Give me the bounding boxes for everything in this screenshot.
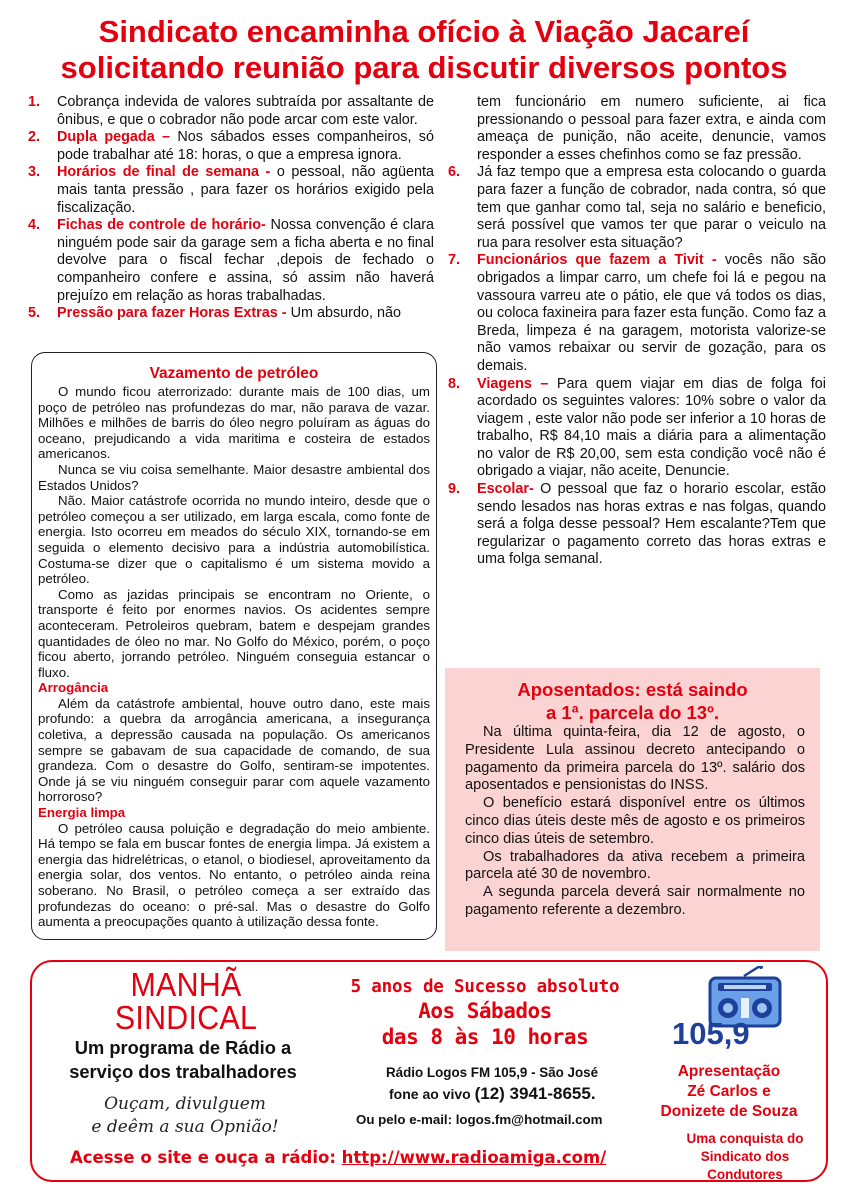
item-number: 4.	[28, 217, 41, 234]
tagline-line-3: das 8 às 10 horas	[381, 1025, 589, 1049]
article-paragraph: Nunca se viu coisa semelhante. Maior desastre ambiental dos Estados Unidos?	[38, 461, 430, 493]
item-text: o pessoal, não agüenta mais tanta pressão , para fazer os horários exigido pela fiscalização.	[57, 164, 434, 216]
item-heading: Horários de final de semana -	[57, 164, 271, 181]
article-subheading: Energia limpa	[38, 805, 126, 821]
site-link[interactable]: http://www.radioamiga.com/	[341, 1148, 607, 1167]
item-text: Cobrança indevida de valores subtraída por assaltante de ônibus, e que o cobrador não pode arcar com este valor.	[57, 94, 434, 128]
pensioners-body	[465, 724, 805, 920]
article-paragraph: Como as jazidas principais se encontram no Oriente, o transporte é feito por enormes navios. Os acidentes sempre aconteceram. Petroleiros quebram, batem e despejam grandes quantidades de óleo no mar. No Golfo do México, porém, o poço ficou aberto, jorrando petróleo. Ninguém conseguia estancar o fluxo.	[38, 586, 430, 680]
article-paragraph: Além da catástrofe ambiental, houve outro dano, este mais profundo: a quebra da arrogância americana, a insegurança coletiva, a depressão causada na população. Os americanos sempre se gabavam de sua capacidade de comando, de sua grandeza. Com o desastre do Golfo, sentiram-se impotentes. Onde já se viu ninguém conseguir parar com aquele vazamento horroroso?	[38, 695, 430, 805]
list-item	[448, 252, 826, 375]
item-heading: Funcionários que fazem a Tivit -	[477, 252, 717, 269]
presenters	[648, 1062, 810, 1122]
phone-label: fone ao vivo	[389, 1086, 475, 1102]
list-item	[448, 164, 826, 252]
item-heading: Fichas de controle de horário-	[57, 217, 266, 234]
headline-line-1: Sindicato encaminha ofício à Viação Jacareí	[98, 14, 750, 49]
item-heading: Pressão para fazer Horas Extras -	[57, 305, 287, 322]
oil-spill-article-box	[31, 352, 437, 940]
pensioners-title	[445, 678, 820, 724]
pensioners-box	[445, 668, 820, 951]
presenter-name: Donizete de Souza	[660, 1103, 798, 1120]
pensioners-title-line-1: Aposentados: está saindo	[517, 679, 748, 700]
union-credit	[664, 1130, 826, 1184]
item-number: 5.	[28, 305, 41, 322]
pensioners-paragraph: A segunda parcela deverá sair normalmente no pagamento referente a dezembro.	[465, 884, 805, 918]
pensioners-title-line-2: a 1ª. parcela do 13º.	[546, 702, 719, 723]
item-number: 2.	[28, 129, 41, 146]
site-label: Acesse o site e ouça a rádio:	[70, 1148, 342, 1167]
demands-list-left	[28, 94, 434, 323]
show-name-line-2: SINDICAL	[114, 999, 258, 1036]
item-heading: Dupla pegada –	[57, 129, 171, 146]
item-text: Para quem viajar em dias de folga foi acordado os seguintes valores: 10% sobre o valor da viagem , este valor não pode ser inferior a 10 horas de trabalho, R$ 84,10 mais a diária para a alimentação no valor de R$ 20,00, sem esta condição você não é obrigado a viajar, não aceite, Denuncie.	[477, 375, 826, 480]
article-subheading: Arrogância	[38, 680, 109, 696]
list-item	[28, 129, 434, 164]
schedule-tagline	[320, 976, 650, 1050]
list-item	[448, 376, 826, 482]
item-text: Nossa convenção é clara ninguém pode sair da garage sem a ficha aberta e no final devolve para o fiscal fechar ,depois de fechado o companheiro confere e assina, só assim não haverá prejuízo em relação as horas trabalhadas.	[57, 217, 434, 304]
item-text: Um absurdo, não	[286, 305, 401, 322]
oil-spill-article	[38, 365, 430, 930]
program-description	[42, 1036, 324, 1084]
tagline-line-1: 5 anos de Sucesso absoluto	[350, 977, 620, 997]
credit-line-1: Uma conquista do	[686, 1131, 804, 1146]
phone-line	[389, 1084, 596, 1104]
item-text: vocês não são obrigados a limpar carro, um chefe foi lá e pegou na vassoura varreu ate o pátio, ele que vá todos os dias, ou coloca faxineira para fazer esta função. Como faz a Breda, limpeza é na garagem, motorista valorize-se não vamos rebaixar ou servir de gozação, para os demais.	[477, 252, 826, 374]
item-heading: Viagens –	[477, 375, 549, 392]
cta-line-1: Ouçam, divulguem	[104, 1094, 266, 1114]
item-number: 3.	[28, 164, 41, 181]
radio-frequency: 105,9	[672, 1016, 750, 1051]
headline-line-2: solicitando reunião para discutir diversos pontos	[60, 50, 788, 85]
headline	[0, 14, 848, 86]
item-number: 7.	[448, 252, 461, 269]
article-paragraph: Não. Maior catástrofe ocorrida no mundo inteiro, desde que o petróleo começou a ser utilizado, em larga escala, como fonte de energia. Isto ocorreu em meados do século XIX, tornando-se em seguida o elemento decisivo para a indústria automobilística. Costuma-se dizer que o capitalismo é um sistema movido a petróleo.	[38, 493, 430, 587]
show-name	[96, 968, 276, 1034]
item-number: 9.	[448, 481, 461, 498]
item-number: 1.	[28, 94, 41, 110]
phone-number[interactable]: (12) 3941-8655.	[474, 1084, 596, 1103]
item-number: 8.	[448, 375, 461, 392]
station-name: Rádio Logos FM 105,9 - São José	[386, 1065, 599, 1080]
presenters-label: Apresentação	[677, 1063, 781, 1080]
item-number: 6.	[448, 164, 461, 181]
pensioners-paragraph: O benefício estará disponível entre os últimos cinco dias úteis deste mês de agosto e os primeiros cinco dias úteis de setembro.	[465, 795, 805, 847]
list-item	[28, 305, 434, 323]
item-text: O pessoal que faz o horario escolar, estão sendo lesados nas horas extras e nas folgas, quando será a folga desse pessoal? Hem escalante?Tem que regularizar o pagamento correto das horas extras e uma folga semanal.	[477, 481, 826, 568]
call-to-action	[70, 1093, 300, 1139]
pensioners-paragraph: Os trabalhadores da ativa recebem a primeira parcela até 30 de novembro.	[465, 848, 805, 883]
show-name-line-1: MANHÃ	[130, 966, 242, 1003]
presenter-name: Zé Carlos e	[687, 1083, 771, 1100]
program-line-1: Um programa de Rádio a	[74, 1037, 292, 1058]
email-line: Ou pelo e-mail: logos.fm@hotmail.com	[356, 1112, 603, 1127]
demands-list-right	[448, 94, 826, 569]
demands-list-right-items	[448, 164, 826, 569]
list-item	[28, 94, 434, 129]
item-text: Nos sábados esses companheiros, só pode trabalhar até 18: horas, o que a empresa ignora.	[57, 129, 434, 163]
credit-line-2: Sindicato dos Condutores	[700, 1149, 790, 1182]
item-text: Já faz tempo que a empresa esta colocando o guarda para fazer a função de cobrador, nada contra, só que tem que ganhar como tal, seja no salário e beneficio, será possível que vamos ter que parar o veiculo na rua para resolver esta situação?	[477, 164, 826, 251]
tagline-line-2: Aos Sábados	[418, 999, 552, 1023]
site-line	[70, 1148, 606, 1167]
item-heading: Escolar-	[477, 481, 534, 498]
pensioners-paragraph: Na última quinta-feira, dia 12 de agosto, o Presidente Lula assinou decreto antecipando o pagamento da primeira parcela do 13º. salário dos aposentados e pensionistas do INSS.	[465, 724, 805, 794]
cta-line-2: e deêm a sua Opnião!	[91, 1117, 279, 1137]
list-item	[448, 481, 826, 569]
list-item	[28, 217, 434, 305]
article-paragraph: O mundo ficou aterrorizado: durante mais de 100 dias, um poço de petróleo nas profundezas do mar, não parava de vazar. Milhões e milhões de barris do óleo negro poluíram as águas do oceano, prejudicando a vida maritima e costeira de estados americanos.	[38, 384, 430, 462]
program-line-2: serviço dos trabalhadores	[69, 1061, 297, 1082]
article-title: Vazamento de petróleo	[149, 365, 319, 382]
item-5-continued: tem funcionário em numero suficiente, ai fica pressionando o pessoal para fazer extra, e ainda com ameaça de punição, não aceite, denuncie, vamos responder a esses chefinhos como se faz pressão.	[477, 94, 826, 163]
list-item	[28, 164, 434, 217]
article-paragraph: O petróleo causa poluição e degradação do meio ambiente. Há tempo se fala em buscar fontes de energia limpa. Já existem a energia das hidrelétricas, o etanol, o biodiesel, aproveitamento da energia solar, dos ventos. No entanto, o petróleo ainda reina soberano. No Brasil, o petróleo começa a ser extraído das profundezas do oceano: o pré-sal. Mas o desastre do Golfo aumenta a preocupações quanto à utilização dessa fonte.	[38, 820, 430, 930]
